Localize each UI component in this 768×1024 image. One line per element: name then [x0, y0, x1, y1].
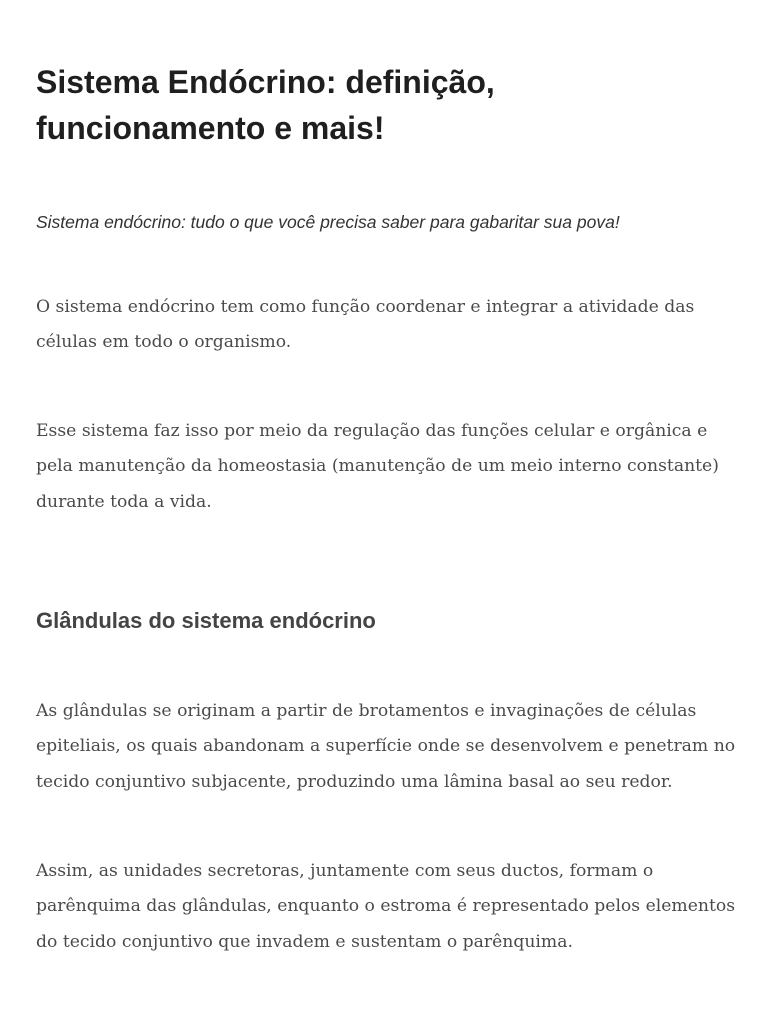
article-paragraph-2: Esse sistema faz isso por meio da regulação das funções celular e orgânica e pela manutenção da homeostasia (manutenção de um meio interno constante) durante toda a vida.	[36, 421, 719, 512]
article-title: Sistema Endócrino: definição, funcionamento e mais!	[36, 64, 495, 146]
article-paragraph-1: O sistema endócrino tem como função coordenar e integrar a atividade das células em todo o organismo.	[36, 297, 695, 353]
section-paragraph-1: As glândulas se originam a partir de brotamentos e invaginações de células epiteliais, os quais abandonam a superfície onde se desenvolvem e penetram no tecido conjuntivo subjacente, produzindo uma lâmina basal ao seu redor.	[36, 701, 736, 792]
section-paragraph-2: Assim, as unidades secretoras, juntamente com seus ductos, formam o parênquima das glândulas, enquanto o estroma é representado pelos elementos do tecido conjuntivo que invadem e sustentam o parênquima.	[36, 861, 736, 952]
section-heading-glandulas: Glândulas do sistema endócrino	[36, 608, 376, 633]
article-subtitle: Sistema endócrino: tudo o que você precisa saber para gabaritar sua pova!	[36, 212, 620, 232]
